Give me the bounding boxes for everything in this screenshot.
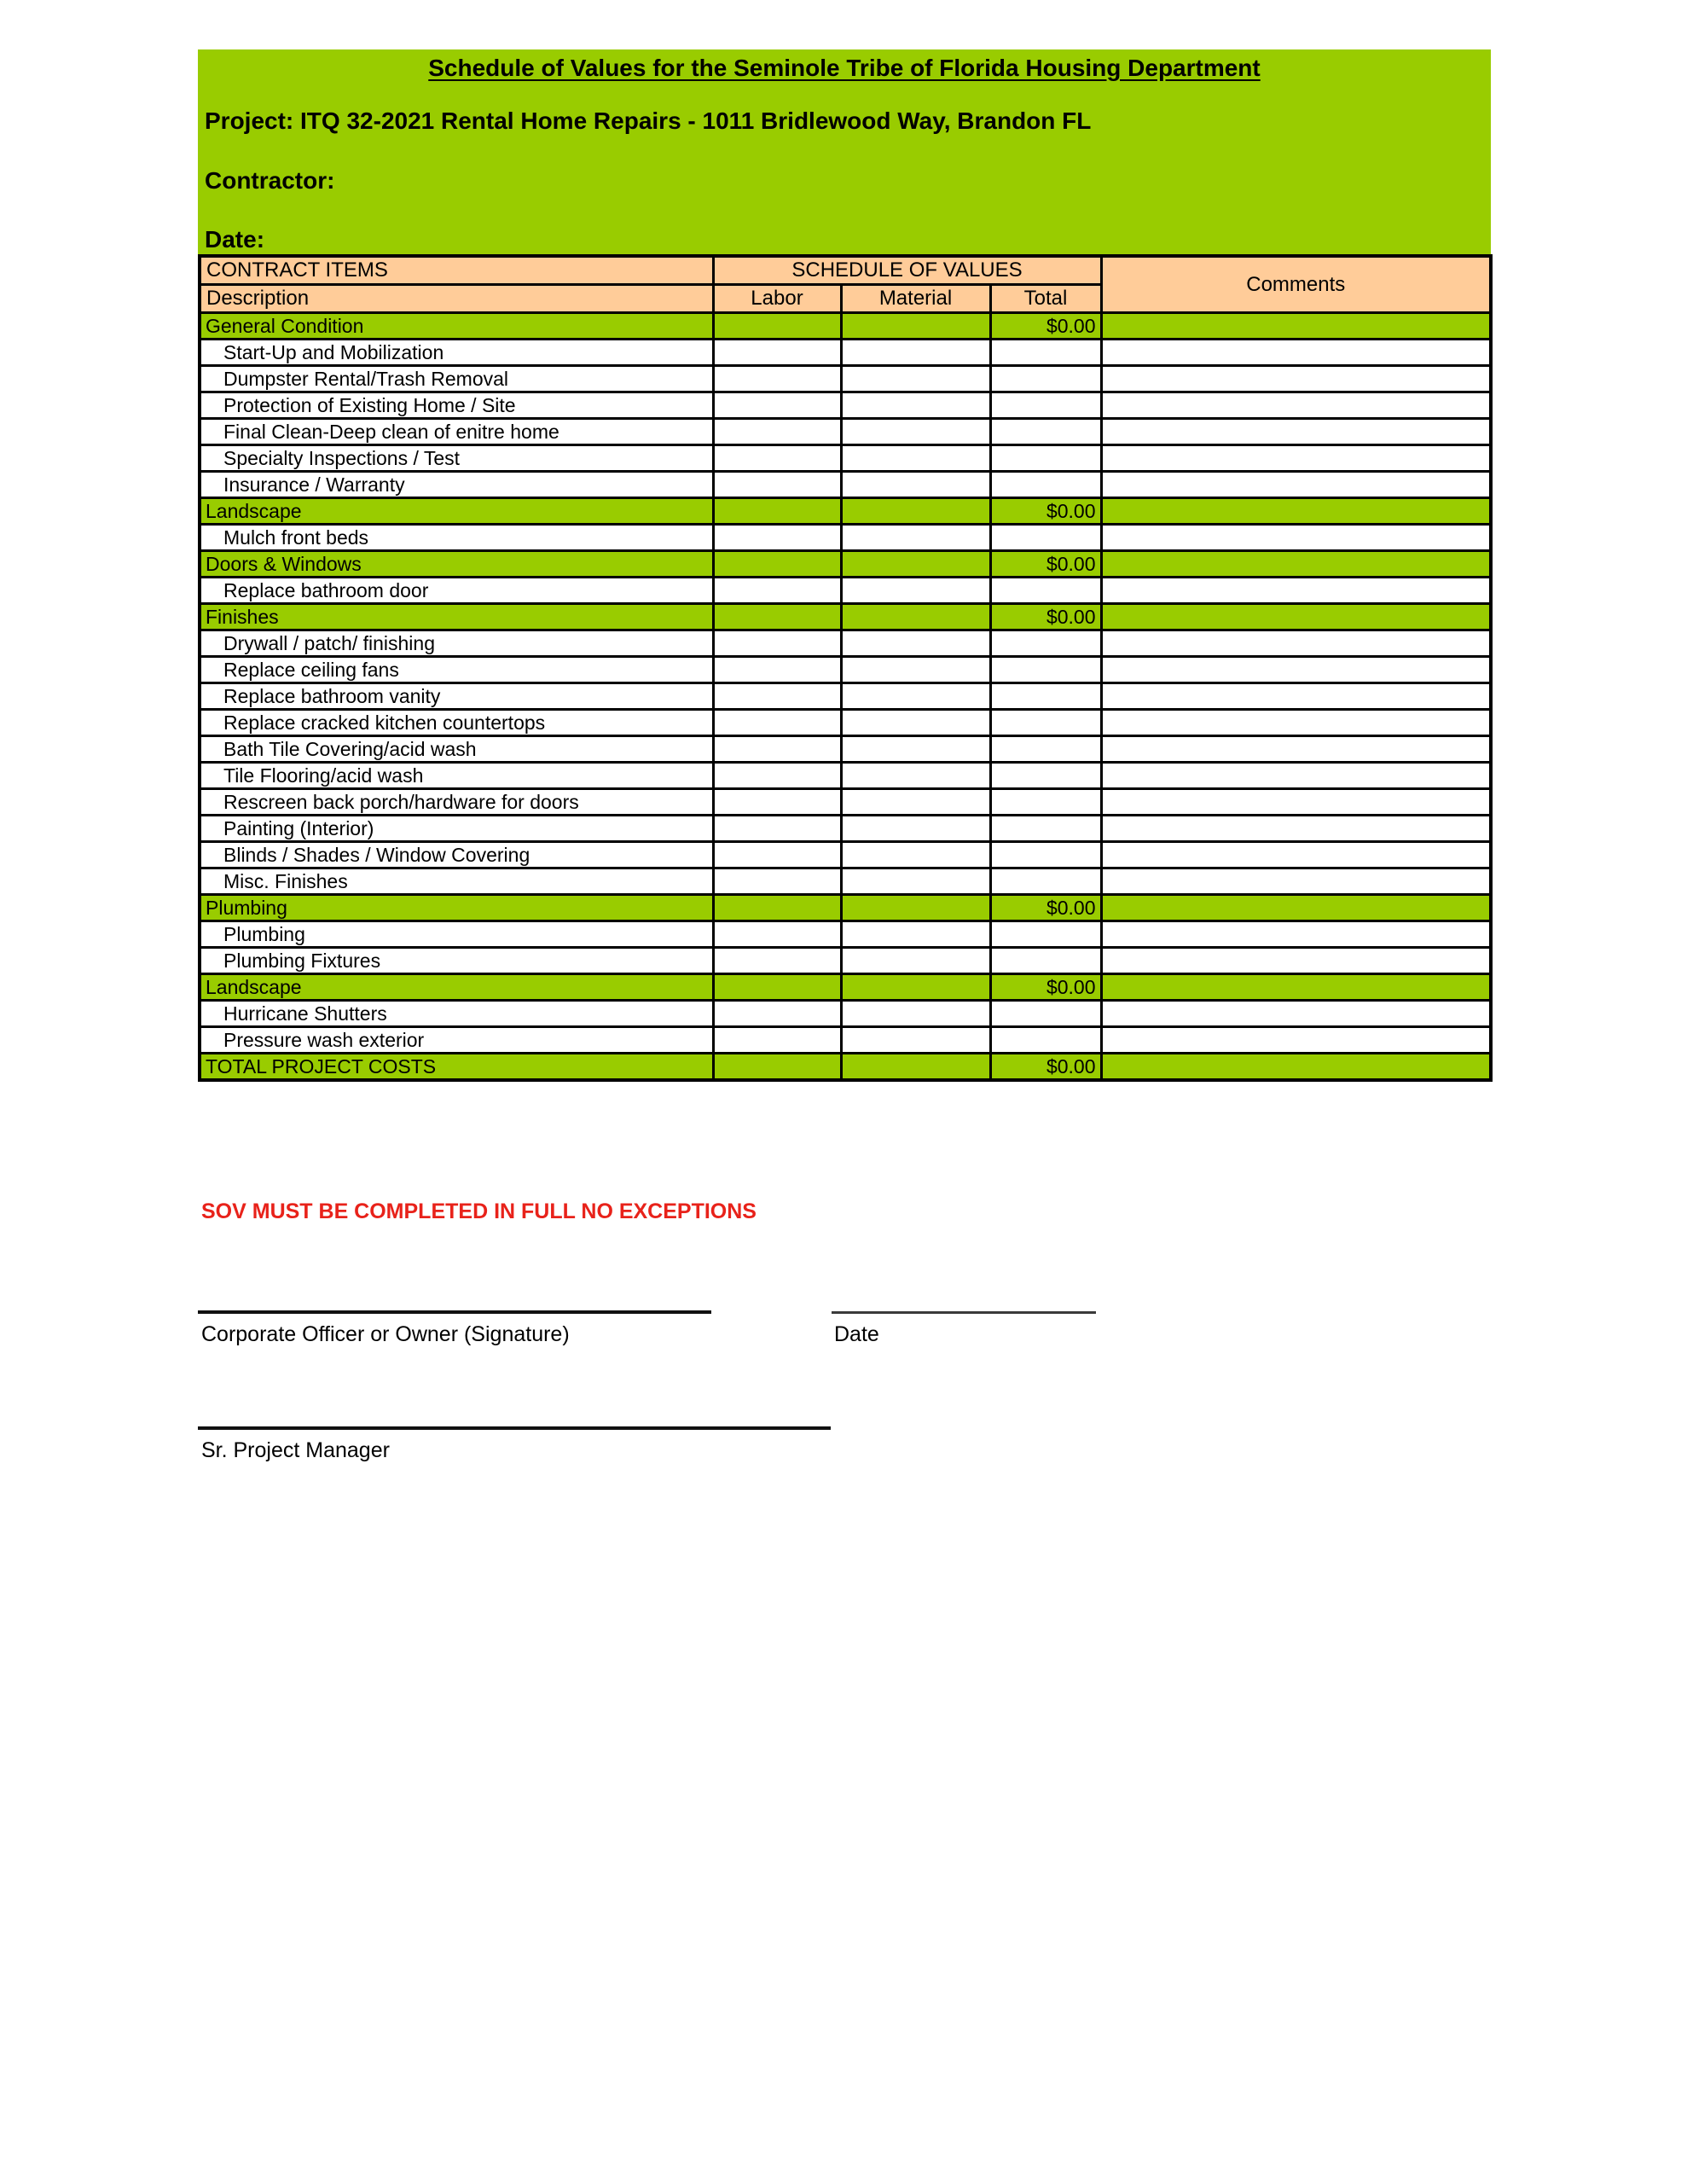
document-header-block bbox=[198, 49, 1491, 254]
project-line: Project: ITQ 32-2021 Rental Home Repairs - 1011 Bridlewood Way, Brandon FL bbox=[205, 107, 1092, 134]
comments-cell bbox=[1101, 895, 1491, 921]
grand-total-row bbox=[200, 1054, 1491, 1081]
comments-cell bbox=[1101, 313, 1491, 340]
description-cell: Replace cracked kitchen countertops bbox=[200, 710, 713, 736]
total-cell bbox=[990, 630, 1101, 657]
section-row bbox=[200, 974, 1491, 1001]
description-cell: Bath Tile Covering/acid wash bbox=[200, 736, 713, 763]
labor-cell bbox=[713, 445, 841, 472]
comments-cell bbox=[1101, 710, 1491, 736]
item-row bbox=[200, 842, 1491, 868]
item-row bbox=[200, 948, 1491, 974]
comments-cell bbox=[1101, 1027, 1491, 1054]
item-row bbox=[200, 340, 1491, 366]
total-cell: $0.00 bbox=[990, 1054, 1101, 1081]
completion-notice: SOV MUST BE COMPLETED IN FULL NO EXCEPTIONS bbox=[201, 1199, 757, 1223]
material-cell bbox=[841, 948, 990, 974]
material-cell bbox=[841, 551, 990, 578]
description-cell: Plumbing bbox=[200, 895, 713, 921]
comments-cell bbox=[1101, 604, 1491, 630]
total-cell bbox=[990, 472, 1101, 498]
schedule-of-values-table bbox=[198, 254, 1493, 1082]
material-cell bbox=[841, 1054, 990, 1081]
material-cell bbox=[841, 921, 990, 948]
item-row bbox=[200, 921, 1491, 948]
material-cell bbox=[841, 313, 990, 340]
material-cell bbox=[841, 578, 990, 604]
schedule-of-values-header: SCHEDULE OF VALUES bbox=[713, 256, 1101, 285]
contractor-label: Contractor: bbox=[205, 167, 335, 194]
labor-cell bbox=[713, 1054, 841, 1081]
comments-cell bbox=[1101, 445, 1491, 472]
labor-cell bbox=[713, 1027, 841, 1054]
material-cell bbox=[841, 630, 990, 657]
material-cell bbox=[841, 763, 990, 789]
date-signature-line bbox=[832, 1311, 1096, 1314]
comments-cell bbox=[1101, 868, 1491, 895]
comments-cell bbox=[1101, 419, 1491, 445]
item-row bbox=[200, 657, 1491, 683]
material-cell bbox=[841, 842, 990, 868]
total-cell: $0.00 bbox=[990, 313, 1101, 340]
material-cell bbox=[841, 498, 990, 525]
labor-cell bbox=[713, 472, 841, 498]
comments-cell bbox=[1101, 789, 1491, 816]
description-cell: Drywall / patch/ finishing bbox=[200, 630, 713, 657]
description-cell: General Condition bbox=[200, 313, 713, 340]
description-cell: Blinds / Shades / Window Covering bbox=[200, 842, 713, 868]
total-cell: $0.00 bbox=[990, 498, 1101, 525]
document-title: Schedule of Values for the Seminole Tribe of Florida Housing Department bbox=[428, 55, 1261, 81]
comments-cell bbox=[1101, 340, 1491, 366]
total-cell bbox=[990, 445, 1101, 472]
description-cell: Dumpster Rental/Trash Removal bbox=[200, 366, 713, 392]
total-cell bbox=[990, 340, 1101, 366]
description-cell: Finishes bbox=[200, 604, 713, 630]
description-cell: Painting (Interior) bbox=[200, 816, 713, 842]
comments-cell bbox=[1101, 842, 1491, 868]
total-cell bbox=[990, 392, 1101, 419]
labor-cell bbox=[713, 498, 841, 525]
material-cell bbox=[841, 340, 990, 366]
total-cell bbox=[990, 948, 1101, 974]
comments-cell bbox=[1101, 736, 1491, 763]
officer-signature-label: Corporate Officer or Owner (Signature) bbox=[201, 1322, 570, 1346]
comments-cell bbox=[1101, 472, 1491, 498]
description-cell: Tile Flooring/acid wash bbox=[200, 763, 713, 789]
total-cell bbox=[990, 789, 1101, 816]
total-cell bbox=[990, 816, 1101, 842]
section-row bbox=[200, 551, 1491, 578]
total-cell: $0.00 bbox=[990, 551, 1101, 578]
item-row bbox=[200, 472, 1491, 498]
comments-cell bbox=[1101, 683, 1491, 710]
comments-header: Comments bbox=[1101, 256, 1491, 313]
material-cell bbox=[841, 683, 990, 710]
labor-cell bbox=[713, 525, 841, 551]
section-row bbox=[200, 313, 1491, 340]
officer-signature-line bbox=[198, 1310, 711, 1314]
description-cell: Replace bathroom door bbox=[200, 578, 713, 604]
item-row bbox=[200, 1001, 1491, 1027]
comments-cell bbox=[1101, 498, 1491, 525]
section-row bbox=[200, 895, 1491, 921]
comments-cell bbox=[1101, 1001, 1491, 1027]
material-cell bbox=[841, 868, 990, 895]
item-row bbox=[200, 1027, 1491, 1054]
description-cell: Protection of Existing Home / Site bbox=[200, 392, 713, 419]
item-row bbox=[200, 445, 1491, 472]
labor-cell bbox=[713, 736, 841, 763]
total-cell bbox=[990, 1027, 1101, 1054]
material-cell bbox=[841, 472, 990, 498]
material-cell bbox=[841, 736, 990, 763]
contract-items-header: CONTRACT ITEMS bbox=[200, 256, 713, 285]
date-signature-label: Date bbox=[834, 1322, 879, 1346]
labor-cell bbox=[713, 551, 841, 578]
total-header: Total bbox=[990, 285, 1101, 313]
labor-cell bbox=[713, 340, 841, 366]
total-cell bbox=[990, 525, 1101, 551]
comments-cell bbox=[1101, 657, 1491, 683]
description-header: Description bbox=[200, 285, 713, 313]
material-cell bbox=[841, 525, 990, 551]
material-cell bbox=[841, 710, 990, 736]
labor-cell bbox=[713, 789, 841, 816]
labor-cell bbox=[713, 868, 841, 895]
material-cell bbox=[841, 816, 990, 842]
description-cell: Pressure wash exterior bbox=[200, 1027, 713, 1054]
labor-cell bbox=[713, 657, 841, 683]
labor-header: Labor bbox=[713, 285, 841, 313]
total-cell bbox=[990, 763, 1101, 789]
total-cell: $0.00 bbox=[990, 974, 1101, 1001]
comments-cell bbox=[1101, 974, 1491, 1001]
table-header-row-1 bbox=[200, 256, 1491, 285]
labor-cell bbox=[713, 392, 841, 419]
material-cell bbox=[841, 974, 990, 1001]
total-cell bbox=[990, 736, 1101, 763]
description-cell: Misc. Finishes bbox=[200, 868, 713, 895]
labor-cell bbox=[713, 604, 841, 630]
item-row bbox=[200, 366, 1491, 392]
total-cell bbox=[990, 366, 1101, 392]
total-cell bbox=[990, 1001, 1101, 1027]
comments-cell bbox=[1101, 1054, 1491, 1081]
item-row bbox=[200, 868, 1491, 895]
material-cell bbox=[841, 445, 990, 472]
item-row bbox=[200, 789, 1491, 816]
description-cell: Hurricane Shutters bbox=[200, 1001, 713, 1027]
comments-cell bbox=[1101, 525, 1491, 551]
labor-cell bbox=[713, 974, 841, 1001]
material-header: Material bbox=[841, 285, 990, 313]
description-cell: Start-Up and Mobilization bbox=[200, 340, 713, 366]
item-row bbox=[200, 816, 1491, 842]
total-cell bbox=[990, 683, 1101, 710]
comments-cell bbox=[1101, 921, 1491, 948]
date-label: Date: bbox=[205, 226, 265, 253]
comments-cell bbox=[1101, 392, 1491, 419]
labor-cell bbox=[713, 921, 841, 948]
description-cell: Insurance / Warranty bbox=[200, 472, 713, 498]
labor-cell bbox=[713, 816, 841, 842]
comments-cell bbox=[1101, 578, 1491, 604]
labor-cell bbox=[713, 578, 841, 604]
section-row bbox=[200, 604, 1491, 630]
labor-cell bbox=[713, 313, 841, 340]
material-cell bbox=[841, 895, 990, 921]
labor-cell bbox=[713, 683, 841, 710]
material-cell bbox=[841, 392, 990, 419]
description-cell: Replace ceiling fans bbox=[200, 657, 713, 683]
item-row bbox=[200, 736, 1491, 763]
total-cell bbox=[990, 921, 1101, 948]
manager-signature-line bbox=[198, 1426, 831, 1430]
total-cell bbox=[990, 868, 1101, 895]
labor-cell bbox=[713, 842, 841, 868]
manager-signature-label: Sr. Project Manager bbox=[201, 1438, 390, 1462]
total-cell bbox=[990, 578, 1101, 604]
description-cell: Replace bathroom vanity bbox=[200, 683, 713, 710]
item-row bbox=[200, 683, 1491, 710]
section-row bbox=[200, 498, 1491, 525]
total-cell: $0.00 bbox=[990, 604, 1101, 630]
total-cell bbox=[990, 842, 1101, 868]
material-cell bbox=[841, 366, 990, 392]
description-cell: Landscape bbox=[200, 974, 713, 1001]
item-row bbox=[200, 392, 1491, 419]
item-row bbox=[200, 710, 1491, 736]
item-row bbox=[200, 763, 1491, 789]
labor-cell bbox=[713, 366, 841, 392]
total-cell: $0.00 bbox=[990, 895, 1101, 921]
item-row bbox=[200, 525, 1491, 551]
item-row bbox=[200, 630, 1491, 657]
comments-cell bbox=[1101, 816, 1491, 842]
description-cell: Final Clean-Deep clean of enitre home bbox=[200, 419, 713, 445]
total-cell bbox=[990, 657, 1101, 683]
comments-cell bbox=[1101, 630, 1491, 657]
item-row bbox=[200, 419, 1491, 445]
description-cell: Plumbing Fixtures bbox=[200, 948, 713, 974]
total-cell bbox=[990, 419, 1101, 445]
material-cell bbox=[841, 1027, 990, 1054]
comments-cell bbox=[1101, 763, 1491, 789]
labor-cell bbox=[713, 948, 841, 974]
description-cell: TOTAL PROJECT COSTS bbox=[200, 1054, 713, 1081]
comments-cell bbox=[1101, 551, 1491, 578]
material-cell bbox=[841, 604, 990, 630]
description-cell: Rescreen back porch/hardware for doors bbox=[200, 789, 713, 816]
material-cell bbox=[841, 1001, 990, 1027]
labor-cell bbox=[713, 895, 841, 921]
labor-cell bbox=[713, 710, 841, 736]
material-cell bbox=[841, 419, 990, 445]
description-cell: Doors & Windows bbox=[200, 551, 713, 578]
description-cell: Specialty Inspections / Test bbox=[200, 445, 713, 472]
total-cell bbox=[990, 710, 1101, 736]
comments-cell bbox=[1101, 948, 1491, 974]
description-cell: Landscape bbox=[200, 498, 713, 525]
labor-cell bbox=[713, 630, 841, 657]
material-cell bbox=[841, 657, 990, 683]
labor-cell bbox=[713, 419, 841, 445]
item-row bbox=[200, 578, 1491, 604]
labor-cell bbox=[713, 763, 841, 789]
labor-cell bbox=[713, 1001, 841, 1027]
comments-cell bbox=[1101, 366, 1491, 392]
description-cell: Mulch front beds bbox=[200, 525, 713, 551]
material-cell bbox=[841, 789, 990, 816]
description-cell: Plumbing bbox=[200, 921, 713, 948]
